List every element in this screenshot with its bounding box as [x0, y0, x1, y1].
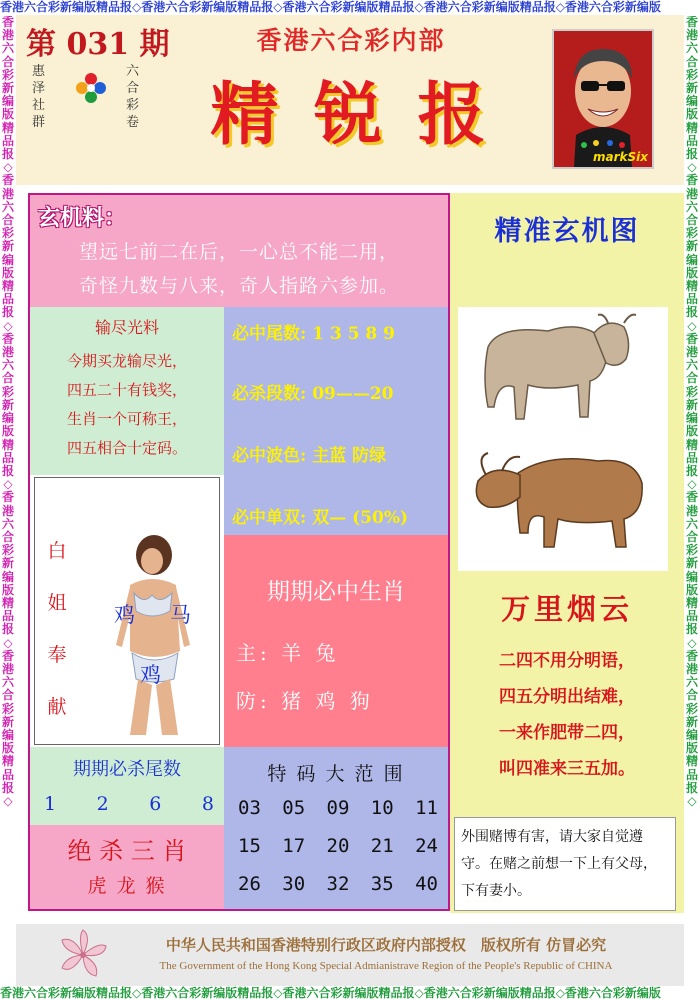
tema-row	[238, 835, 438, 873]
tema-number: 32	[326, 873, 350, 895]
header	[16, 15, 684, 185]
shujin-title: 输尽光料	[94, 318, 159, 337]
kill-three-animals: 虎 龙 猴	[87, 875, 167, 897]
baijie-char: 姐	[47, 592, 67, 614]
right-idiom: 万里烟云	[500, 592, 633, 626]
tema-number: 30	[282, 873, 306, 895]
tema-row	[238, 797, 438, 835]
xuanji-line-1: 望远七前二在后，一心总不能二用，	[78, 241, 399, 263]
ox-drawing-icon	[458, 307, 668, 571]
host-photo	[552, 29, 654, 169]
right-column	[450, 193, 684, 913]
right-poem-line: 叫四准来三五加。	[499, 759, 635, 779]
page-subtitle: 香港六合彩内部	[256, 26, 446, 55]
right-poem-line: 二四不用分明语，	[499, 651, 635, 671]
tema-number: 05	[282, 797, 306, 819]
right-poem-line: 四五分明出结难，	[499, 687, 635, 707]
word-chicken-1: 鸡	[114, 603, 135, 627]
tema-number: 24	[415, 835, 438, 857]
model-figure-icon	[94, 535, 204, 735]
tema-number: 26	[238, 873, 261, 895]
word-horse: 马	[170, 603, 191, 627]
shujin-line: 今期买龙输尽光，	[66, 352, 187, 370]
pick-segment: 必杀段数: 09——20	[232, 384, 394, 404]
kill-tail-numbers	[44, 793, 214, 815]
tema-number: 17	[282, 835, 306, 857]
bauhinia-emblem-icon	[54, 926, 112, 984]
shengxiao-title: 期期必中生肖	[267, 579, 405, 605]
pick-tail: 必中尾数: 1 3 5 8 9	[232, 324, 396, 344]
kill-tail-number: 2	[96, 793, 109, 815]
kill-three-title: 绝 杀 三 肖	[67, 837, 187, 865]
page-title: 精 锐 报	[210, 75, 492, 155]
baijie-section	[30, 475, 224, 747]
baijie-char: 白	[47, 540, 67, 562]
footer-en: The Government of the Hong Kong Special Admianistrave Region of the People's Republic of CHINA	[159, 960, 613, 972]
pick-wave: 必中波色: 主蓝 防绿	[232, 446, 387, 466]
shengxiao-section	[224, 535, 448, 747]
xuanji-section	[30, 195, 448, 307]
tema-title: 特 码 大 范 围	[267, 763, 405, 785]
tema-row	[238, 873, 438, 911]
shujin-line: 四五相合十定码。	[66, 439, 187, 457]
issue-number: 第 031 期	[26, 27, 170, 62]
picks-section	[224, 307, 448, 535]
footer	[16, 924, 684, 986]
right-title: 精准玄机图	[494, 216, 640, 247]
kill-tail-section	[30, 747, 224, 825]
group-logo	[32, 59, 152, 129]
xuanji-label: 玄机料：	[38, 205, 127, 231]
portrait-icon	[554, 31, 652, 167]
tema-grid	[238, 797, 438, 911]
gambling-notice: 外围赌博有害，请大家自觉遵守。在赌之前想一下上有父母，下有妻小。	[454, 817, 676, 911]
tema-number: 21	[370, 835, 394, 857]
footer-cn: 中华人民共和国香港特别行政区政府内部授权 版权所有 仿冒必究	[165, 936, 607, 954]
baijie-side-label	[42, 525, 72, 733]
oxen-image	[458, 307, 668, 571]
group-right-label: 六合彩卷	[126, 64, 140, 130]
pick-oddeven: 必中单双: 双— (50%)	[232, 508, 409, 528]
kill-tail-title: 期期必杀尾数	[73, 759, 181, 780]
group-left-label: 惠泽社群	[32, 64, 46, 130]
right-poem	[450, 643, 684, 787]
flower-logo-icon	[74, 71, 108, 105]
tema-number: 35	[370, 873, 394, 895]
kill-tail-number: 6	[149, 793, 162, 815]
shujin-section	[30, 307, 224, 475]
kill-tail-number: 8	[201, 793, 214, 815]
tema-number: 11	[415, 797, 438, 819]
word-chicken-2: 鸡	[140, 663, 161, 687]
shujin-line: 生肖一个可称王，	[66, 410, 187, 428]
right-poem-line: 一来作肥带二四，	[499, 723, 635, 743]
tema-section	[224, 747, 448, 909]
left-banner-strip: 香港六合彩新编版精品报◇香港六合彩新编版精品报◇香港六合彩新编版精品报◇香港六合彩新编版精品报◇香港六合彩新编版精品报◇	[1, 16, 14, 808]
tema-number: 10	[370, 797, 394, 819]
xuanji-line-2: 奇怪九数与八来，奇人指路六参加。	[78, 275, 399, 297]
baijie-char: 献	[47, 696, 67, 718]
shujin-line: 四五二十有钱奖，	[66, 381, 187, 399]
photo-caption: markSix	[593, 150, 648, 164]
shengxiao-guard: 防: 猪 鸡 狗	[236, 689, 374, 713]
kill-three-section	[30, 825, 224, 909]
tema-number: 20	[326, 835, 350, 857]
tema-number: 03	[238, 797, 261, 819]
tema-number: 15	[238, 835, 261, 857]
tema-number: 09	[326, 797, 350, 819]
shengxiao-main: 主: 羊 兔	[236, 641, 340, 665]
shujin-poem	[30, 347, 224, 463]
kill-tail-number: 1	[44, 793, 57, 815]
right-banner-strip: 香港六合彩新编版精品报◇香港六合彩新编版精品报◇香港六合彩新编版精品报◇香港六合彩新编版精品报◇香港六合彩新编版精品报◇	[685, 16, 698, 808]
top-banner-strip: 香港六合彩新编版精品报◇香港六合彩新编版精品报◇香港六合彩新编版精品报◇香港六合彩新编版精品报◇香港六合彩新编版	[0, 0, 661, 14]
bottom-banner-strip: 香港六合彩新编版精品报◇香港六合彩新编版精品报◇香港六合彩新编版精品报◇香港六合彩新编版精品报◇香港六合彩新编版	[0, 986, 661, 1000]
baijie-char: 奉	[47, 644, 67, 666]
tema-number: 40	[415, 873, 438, 895]
